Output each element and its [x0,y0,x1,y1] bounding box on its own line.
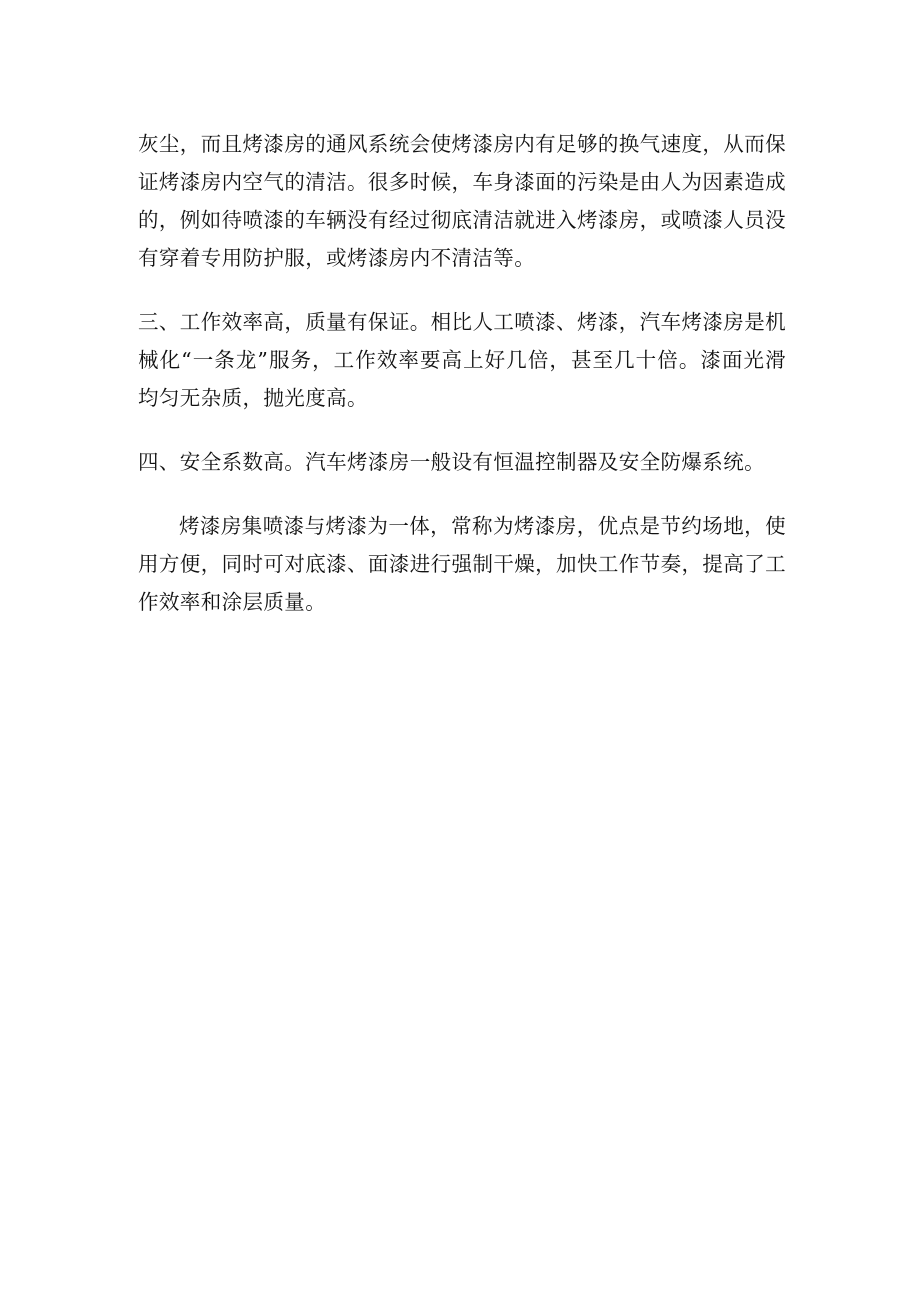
paragraph-summary: 烤漆房集喷漆与烤漆为一体，常称为烤漆房，优点是节约场地，使用方便，同时可对底漆、面漆进行强制干燥，加快工作节奏，提高了工作效率和涂层质量。 [138,514,786,614]
paragraph-safety: 四、安全系数高。汽车烤漆房一般设有恒温控制器及安全防爆系统。 [138,450,765,474]
paragraph-efficiency-quality: 三、工作效率高，质量有保证。相比人工喷漆、烤漆，汽车烤漆房是机械化“一条龙”服务，工作效率要高上好几倍，甚至几十倍。漆面光滑均匀无杂质，抛光度高。 [138,310,786,410]
document-body [138,125,786,621]
paragraph-dust-cleanliness: 灰尘，而且烤漆房的通风系统会使烤漆房内有足够的换气速度，从而保证烤漆房内空气的清洁。很多时候，车身漆面的污染是由人为因素造成的，例如待喷漆的车辆没有经过彻底清洁就进入烤漆房，或喷漆人员没有穿着专用防护服，或烤漆房内不清洁等。 [138,132,786,270]
